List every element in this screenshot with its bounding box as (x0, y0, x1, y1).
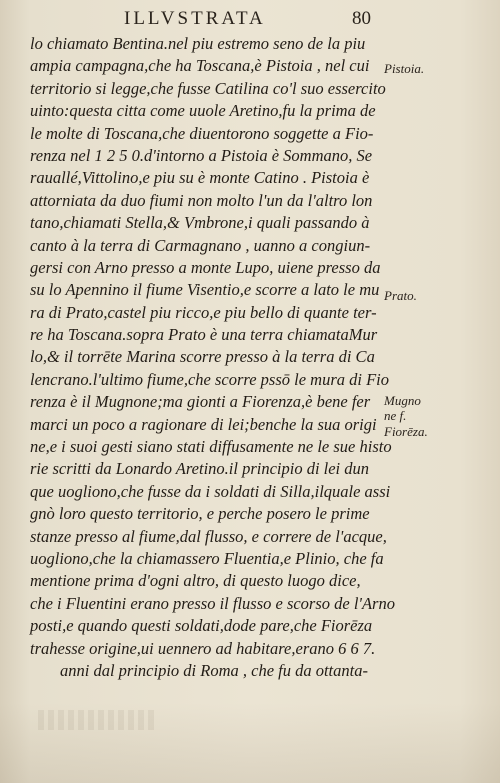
text-line: le molte di Toscana,che diuentorono soggette a Fio- (30, 123, 374, 143)
text-line: rauallé,Vittolino,e piu su è monte Catino . Pistoia è (30, 168, 370, 188)
running-title: ILLVSTRATA (124, 8, 266, 29)
text-line: que uogliono,che fusse da i soldati di Silla,ilquale assi (30, 481, 391, 501)
text-line: re ha Toscana.sopra Prato è una terra chiamataMur (30, 325, 378, 345)
text-line: gersi con Arno presso a monte Lupo, uiene presso da (30, 257, 381, 277)
text-line: attorniata da duo fiumi non molto l'un da l'altro lon (30, 190, 373, 210)
text-line: canto à la terra di Carmagnano , uanno a congiun- (30, 235, 371, 255)
page-number: 80 (352, 8, 371, 29)
text-line: rie scritti da Lonardo Aretino.il principio di lei dun (30, 459, 370, 479)
text-line: renza nel 1 2 5 0.d'intorno a Pistoia è Sommano, Se (30, 145, 373, 165)
margin-note-mugnone-line1: Mugno (384, 393, 421, 408)
text-line: uogliono,che la chiamassero Fluentia,e Plinio, che fa (30, 548, 384, 568)
main-text-block (30, 33, 395, 682)
margin-note-pistoia: Pistoia. (384, 61, 425, 76)
margin-note-mugnone-line2: ne f. (384, 408, 407, 423)
text-line: lo,& il torrēte Marina scorre presso à la terra di Ca (30, 347, 375, 367)
margin-note-prato: Prato. (384, 288, 417, 303)
text-line: gnò loro questo territorio, e perche posero le prime (30, 504, 370, 524)
text-line: stanze presso al fiume,dal flusso, e correre de l'acque, (30, 526, 387, 546)
text-line: tano,chiamati Stella,& Vmbrone,i quali passando à (30, 213, 370, 233)
margin-note-fiorenza: Fiorēza. (384, 424, 428, 439)
text-line: lencrano.l'ultimo fiume,che scorre pssō le mura di Fio (30, 369, 389, 389)
text-line: mentione prima d'ogni altro, di questo luogo dice, (30, 571, 361, 591)
ink-bleed-through (38, 710, 158, 730)
text-line: territorio si legge,che fusse Catilina co'l suo essercito (30, 78, 386, 98)
page-header (0, 8, 500, 30)
text-line: ampia campagna,che ha Toscana,è Pistoia , nel cui (30, 56, 370, 76)
text-line: ne,e i suoi gesti siano stati diffusamente ne le sue histo (30, 437, 392, 457)
text-line: trahesse origine,ui uennero ad habitare,erano 6 6 7. (30, 638, 376, 658)
text-line: lo chiamato Bentina.nel piu estremo seno de la piu (30, 34, 366, 53)
text-line: su lo Apennino il fiume Visentio,e scorre a lato le mu (30, 280, 380, 300)
text-line: anni dal principio di Roma , che fu da ottanta- (60, 660, 368, 680)
text-line: uinto:questa citta come uuole Aretino,fu la prima de (30, 101, 376, 121)
text-line: ra di Prato,castel piu ricco,e piu bello di quante ter- (30, 302, 377, 322)
text-line: marci un poco a ragionare di lei;benche la sua origi (30, 414, 377, 434)
text-line: posti,e quando questi soldati,dode pare,che Fiorēza (30, 616, 373, 636)
text-line: che i Fluentini erano presso il flusso e scorso de l'Arno (30, 593, 395, 613)
text-line: renza è il Mugnone;ma gionti a Fiorenza,è bene fer (30, 392, 371, 412)
